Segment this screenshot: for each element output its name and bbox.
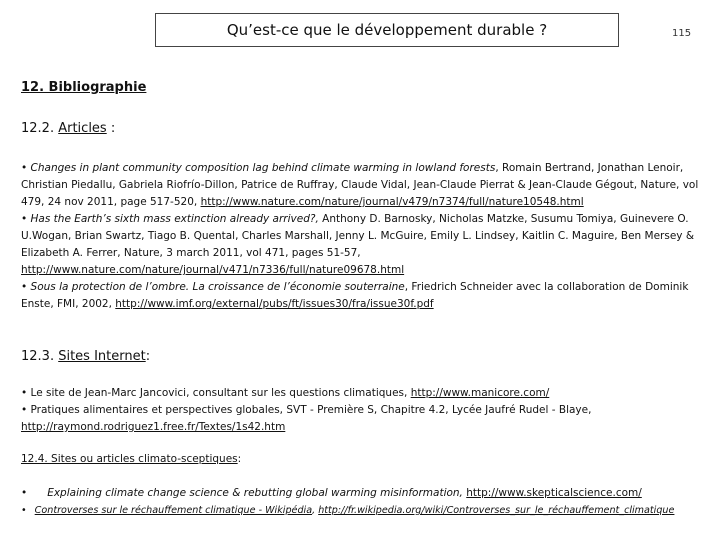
- site-link[interactable]: http://fr.wikipedia.org/wiki/Controverses_sur_le_réchauffement_climatique: [318, 505, 675, 516]
- list-item: • Explaining climate change science & rebutting global warming misinformation, http://www.skepticalscience.com/: [21, 487, 642, 499]
- list-item: • Changes in plant community composition lag behind climate warming in lowland forests, Romain Bertrand, Jonathan Lenoir, Christian Piedallu, Gabriela Riofrío-Dillon, Patrice de Ruffray, Claude Vidal, Jean-Claude Pierrat & Jean-Claude Gégout, Nature, vol 479, 24 nov 2011, page 517-520, http://www.nature.com/nature/journal/v479/n7374/full/nature10548.html: [21, 162, 699, 208]
- list-item: • Has the Earth’s sixth mass extinction already arrived?, Anthony D. Barnosky, Nicholas Matzke, Susumu Tomiya, Guinevere O. U.Wogan, Brian Swartz, Tiago B. Quental, Charles Marshall, Jenny L. McGuire, Emily L. Lindsey, Kaitlin C. Maguire, Ben Mersey & Elizabeth A. Ferrer, Nature, 3 march 2011, vol 471, pages 51-57, http://www.nature.com/nature/journal/v471/n7336/full/nature09678.html: [21, 213, 695, 276]
- list-item: • Sous la protection de l’ombre. La croissance de l’économie souterraine, Friedrich Schneider avec la collaboration de Dominik Enste, FMI, 2002, http://www.imf.org/external/pubs/ft/issues30/fra/issue30f.pdf: [21, 281, 689, 310]
- article-link[interactable]: http://www.imf.org/external/pubs/ft/issues30/fra/issue30f.pdf: [115, 298, 434, 310]
- list-item: • Controverses sur le réchauffement climatique - Wikipédia, http://fr.wikipedia.org/wiki/Controverses_sur_le_réchauffement_climatique: [21, 505, 675, 516]
- list-item: • Pratiques alimentaires et perspectives globales, SVT - Première S, Chapitre 4.2, Lycée Jaufré Rudel - Blaye, http://raymond.rodriguez1.free.fr/Textes/1s42.htm: [21, 404, 592, 433]
- sites-list: [21, 385, 701, 436]
- site-link[interactable]: http://www.manicore.com/: [410, 387, 550, 399]
- list-item: • Le site de Jean-Marc Jancovici, consultant sur les questions climatiques, http://www.manicore.com/: [21, 387, 550, 399]
- page-header: [155, 13, 619, 47]
- site-link[interactable]: http://raymond.rodriguez1.free.fr/Textes/1s42.htm: [21, 421, 286, 433]
- section-title: 12. Bibliographie: [21, 80, 147, 95]
- page-title: Qu’est-ce que le développement durable ?: [226, 21, 548, 39]
- articles-heading: 12.2. Articles :: [21, 121, 116, 136]
- article-link[interactable]: http://www.nature.com/nature/journal/v479/n7374/full/nature10548.html: [200, 196, 584, 208]
- sites-heading: 12.3. Sites Internet:: [21, 349, 151, 364]
- climatosceptic-heading: 12.4. Sites ou articles climato-sceptiques:: [21, 453, 242, 465]
- article-title: Changes in plant community composition lag behind climate warming in lowland forests: [30, 162, 496, 174]
- site-link[interactable]: http://www.skepticalscience.com/: [466, 487, 642, 499]
- articles-list: [21, 160, 701, 313]
- article-title: Has the Earth’s sixth mass extinction already arrived?,: [30, 213, 319, 225]
- article-link[interactable]: http://www.nature.com/nature/journal/v471/n7336/full/nature09678.html: [21, 264, 405, 276]
- article-title: Sous la protection de l’ombre. La croissance de l’économie souterraine: [30, 281, 405, 293]
- page-number: 115: [672, 28, 692, 39]
